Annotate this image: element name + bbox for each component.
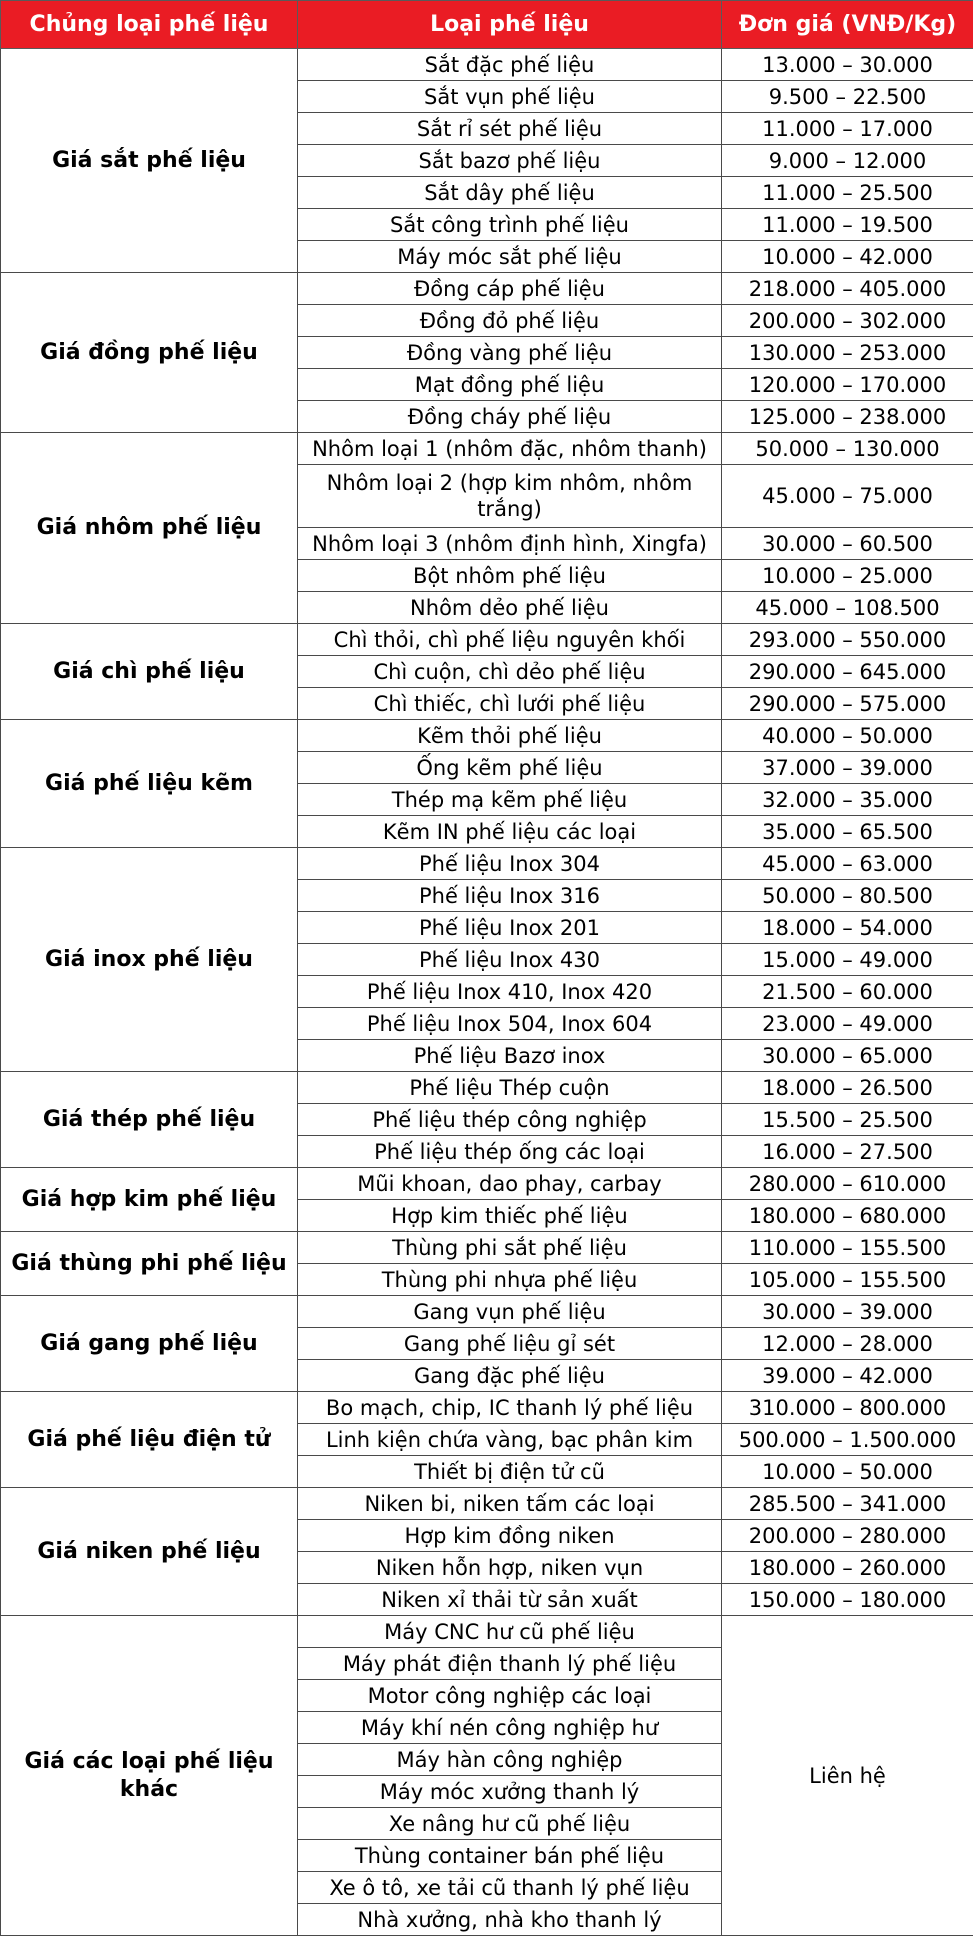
scrap-type-cell: Bột nhôm phế liệu [298,560,722,592]
header-category: Chủng loại phế liệu [1,1,298,49]
scrap-type-cell: Phế liệu Inox 430 [298,944,722,976]
category-cell: Giá nhôm phế liệu [1,433,298,624]
scrap-type-cell: Hợp kim đồng niken [298,1520,722,1552]
price-cell: 9.000 – 12.000 [722,145,973,177]
scrap-type-cell: Phế liệu Thép cuộn [298,1072,722,1104]
price-cell: 10.000 – 42.000 [722,241,973,273]
scrap-type-cell: Mạt đồng phế liệu [298,369,722,401]
price-cell: 18.000 – 54.000 [722,912,973,944]
scrap-type-cell: Ống kẽm phế liệu [298,752,722,784]
category-cell: Giá đồng phế liệu [1,273,298,433]
scrap-type-cell: Phế liệu Inox 304 [298,848,722,880]
price-cell: 11.000 – 17.000 [722,113,973,145]
table-row [1,1232,973,1264]
price-cell: 30.000 – 39.000 [722,1296,973,1328]
scrap-type-cell: Máy phát điện thanh lý phế liệu [298,1648,722,1680]
price-cell: 9.500 – 22.500 [722,81,973,113]
scrap-type-cell: Chì thỏi, chì phế liệu nguyên khối [298,624,722,656]
price-cell: 125.000 – 238.000 [722,401,973,433]
price-cell: 500.000 – 1.500.000 [722,1424,973,1456]
category-cell: Giá thép phế liệu [1,1072,298,1168]
scrap-type-cell: Phế liệu Inox 201 [298,912,722,944]
price-cell: 15.000 – 49.000 [722,944,973,976]
scrap-type-cell: Sắt đặc phế liệu [298,49,722,81]
scrap-type-cell: Máy khí nén công nghiệp hư [298,1712,722,1744]
table-row [1,624,973,656]
category-cell: Giá thùng phi phế liệu [1,1232,298,1296]
price-cell: 110.000 – 155.500 [722,1232,973,1264]
price-cell: 218.000 – 405.000 [722,273,973,305]
table-row [1,1488,973,1520]
price-cell: 200.000 – 280.000 [722,1520,973,1552]
price-cell: 45.000 – 75.000 [722,465,973,528]
price-cell: 23.000 – 49.000 [722,1008,973,1040]
price-cell: 293.000 – 550.000 [722,624,973,656]
price-cell: 180.000 – 260.000 [722,1552,973,1584]
scrap-type-cell: Đồng đỏ phế liệu [298,305,722,337]
category-cell: Giá inox phế liệu [1,848,298,1072]
scrap-type-cell: Gang vụn phế liệu [298,1296,722,1328]
price-cell: 16.000 – 27.500 [722,1136,973,1168]
scrap-type-cell: Xe ô tô, xe tải cũ thanh lý phế liệu [298,1872,722,1904]
category-cell: Giá phế liệu kẽm [1,720,298,848]
table-row [1,848,973,880]
price-cell: 10.000 – 25.000 [722,560,973,592]
table-row [1,1072,973,1104]
price-cell: 32.000 – 35.000 [722,784,973,816]
price-cell: Liên hệ [722,1616,973,1936]
price-cell: 12.000 – 28.000 [722,1328,973,1360]
scrap-type-cell: Sắt rỉ sét phế liệu [298,113,722,145]
scrap-type-cell: Hợp kim thiếc phế liệu [298,1200,722,1232]
price-cell: 45.000 – 63.000 [722,848,973,880]
price-cell: 37.000 – 39.000 [722,752,973,784]
scrap-type-cell: Thùng phi nhựa phế liệu [298,1264,722,1296]
table-body [1,49,973,1936]
scrap-type-cell: Chì thiếc, chì lưới phế liệu [298,688,722,720]
category-cell: Giá chì phế liệu [1,624,298,720]
price-cell: 40.000 – 50.000 [722,720,973,752]
category-cell: Giá gang phế liệu [1,1296,298,1392]
scrap-type-cell: Kẽm thỏi phế liệu [298,720,722,752]
price-cell: 30.000 – 65.000 [722,1040,973,1072]
price-cell: 39.000 – 42.000 [722,1360,973,1392]
scrap-type-cell: Sắt dây phế liệu [298,177,722,209]
scrap-type-cell: Bo mạch, chip, IC thanh lý phế liệu [298,1392,722,1424]
price-cell: 105.000 – 155.500 [722,1264,973,1296]
scrap-type-cell: Niken hỗn hợp, niken vụn [298,1552,722,1584]
price-cell: 280.000 – 610.000 [722,1168,973,1200]
price-cell: 30.000 – 60.500 [722,528,973,560]
scrap-type-cell: Niken xỉ thải từ sản xuất [298,1584,722,1616]
header-scrap-type: Loại phế liệu [298,1,722,49]
table-row [1,1616,973,1648]
scrap-type-cell: Đồng cáp phế liệu [298,273,722,305]
scrap-type-cell: Sắt công trình phế liệu [298,209,722,241]
scrap-type-cell: Thiết bị điện tử cũ [298,1456,722,1488]
scrap-type-cell: Phế liệu thép công nghiệp [298,1104,722,1136]
price-cell: 290.000 – 645.000 [722,656,973,688]
scrap-type-cell: Sắt bazơ phế liệu [298,145,722,177]
table-row [1,273,973,305]
scrap-type-cell: Gang đặc phế liệu [298,1360,722,1392]
price-cell: 45.000 – 108.500 [722,592,973,624]
scrap-type-cell: Nhôm loại 3 (nhôm định hình, Xingfa) [298,528,722,560]
scrap-type-cell: Thép mạ kẽm phế liệu [298,784,722,816]
price-cell: 285.500 – 341.000 [722,1488,973,1520]
scrap-type-cell: Gang phế liệu gỉ sét [298,1328,722,1360]
price-cell: 10.000 – 50.000 [722,1456,973,1488]
category-cell: Giá các loại phế liệu khác [1,1616,298,1936]
price-cell: 120.000 – 170.000 [722,369,973,401]
price-cell: 50.000 – 130.000 [722,433,973,465]
header-row [1,1,973,49]
table-row [1,1168,973,1200]
scrap-type-cell: Máy móc xưởng thanh lý [298,1776,722,1808]
table-header [1,1,973,49]
category-cell: Giá niken phế liệu [1,1488,298,1616]
price-cell: 13.000 – 30.000 [722,49,973,81]
price-cell: 150.000 – 180.000 [722,1584,973,1616]
price-cell: 310.000 – 800.000 [722,1392,973,1424]
price-cell: 21.500 – 60.000 [722,976,973,1008]
scrap-type-cell: Phế liệu Inox 504, Inox 604 [298,1008,722,1040]
category-cell: Giá sắt phế liệu [1,49,298,273]
scrap-type-cell: Đồng vàng phế liệu [298,337,722,369]
scrap-type-cell: Đồng cháy phế liệu [298,401,722,433]
scrap-type-cell: Máy hàn công nghiệp [298,1744,722,1776]
scrap-type-cell: Nhôm dẻo phế liệu [298,592,722,624]
price-cell: 200.000 – 302.000 [722,305,973,337]
scrap-type-cell: Phế liệu Inox 410, Inox 420 [298,976,722,1008]
price-cell: 50.000 – 80.500 [722,880,973,912]
scrap-type-cell: Nhôm loại 1 (nhôm đặc, nhôm thanh) [298,433,722,465]
price-cell: 18.000 – 26.500 [722,1072,973,1104]
price-cell: 11.000 – 19.500 [722,209,973,241]
scrap-type-cell: Máy CNC hư cũ phế liệu [298,1616,722,1648]
price-cell: 35.000 – 65.500 [722,816,973,848]
scrap-type-cell: Chì cuộn, chì dẻo phế liệu [298,656,722,688]
scrap-type-cell: Máy móc sắt phế liệu [298,241,722,273]
scrap-type-cell: Thùng phi sắt phế liệu [298,1232,722,1264]
scrap-type-cell: Kẽm IN phế liệu các loại [298,816,722,848]
table-row [1,1296,973,1328]
price-cell: 180.000 – 680.000 [722,1200,973,1232]
scrap-type-cell: Sắt vụn phế liệu [298,81,722,113]
scrap-type-cell: Xe nâng hư cũ phế liệu [298,1808,722,1840]
price-cell: 15.500 – 25.500 [722,1104,973,1136]
scrap-type-cell: Phế liệu thép ống các loại [298,1136,722,1168]
scrap-type-cell: Thùng container bán phế liệu [298,1840,722,1872]
scrap-type-cell: Phế liệu Inox 316 [298,880,722,912]
table-row [1,1392,973,1424]
table-row [1,433,973,465]
table-row [1,720,973,752]
price-cell: 130.000 – 253.000 [722,337,973,369]
scrap-type-cell: Phế liệu Bazơ inox [298,1040,722,1072]
header-unit-price: Đơn giá (VNĐ/Kg) [722,1,973,49]
scrap-type-cell: Niken bi, niken tấm các loại [298,1488,722,1520]
scrap-type-cell: Motor công nghiệp các loại [298,1680,722,1712]
table-row [1,49,973,81]
scrap-type-cell: Mũi khoan, dao phay, carbay [298,1168,722,1200]
scrap-type-cell: Nhôm loại 2 (hợp kim nhôm, nhôm trắng) [298,465,722,528]
scrap-type-cell: Nhà xưởng, nhà kho thanh lý [298,1904,722,1936]
category-cell: Giá hợp kim phế liệu [1,1168,298,1232]
category-cell: Giá phế liệu điện tử [1,1392,298,1488]
price-cell: 11.000 – 25.500 [722,177,973,209]
scrap-type-cell: Linh kiện chứa vàng, bạc phân kim [298,1424,722,1456]
price-cell: 290.000 – 575.000 [722,688,973,720]
